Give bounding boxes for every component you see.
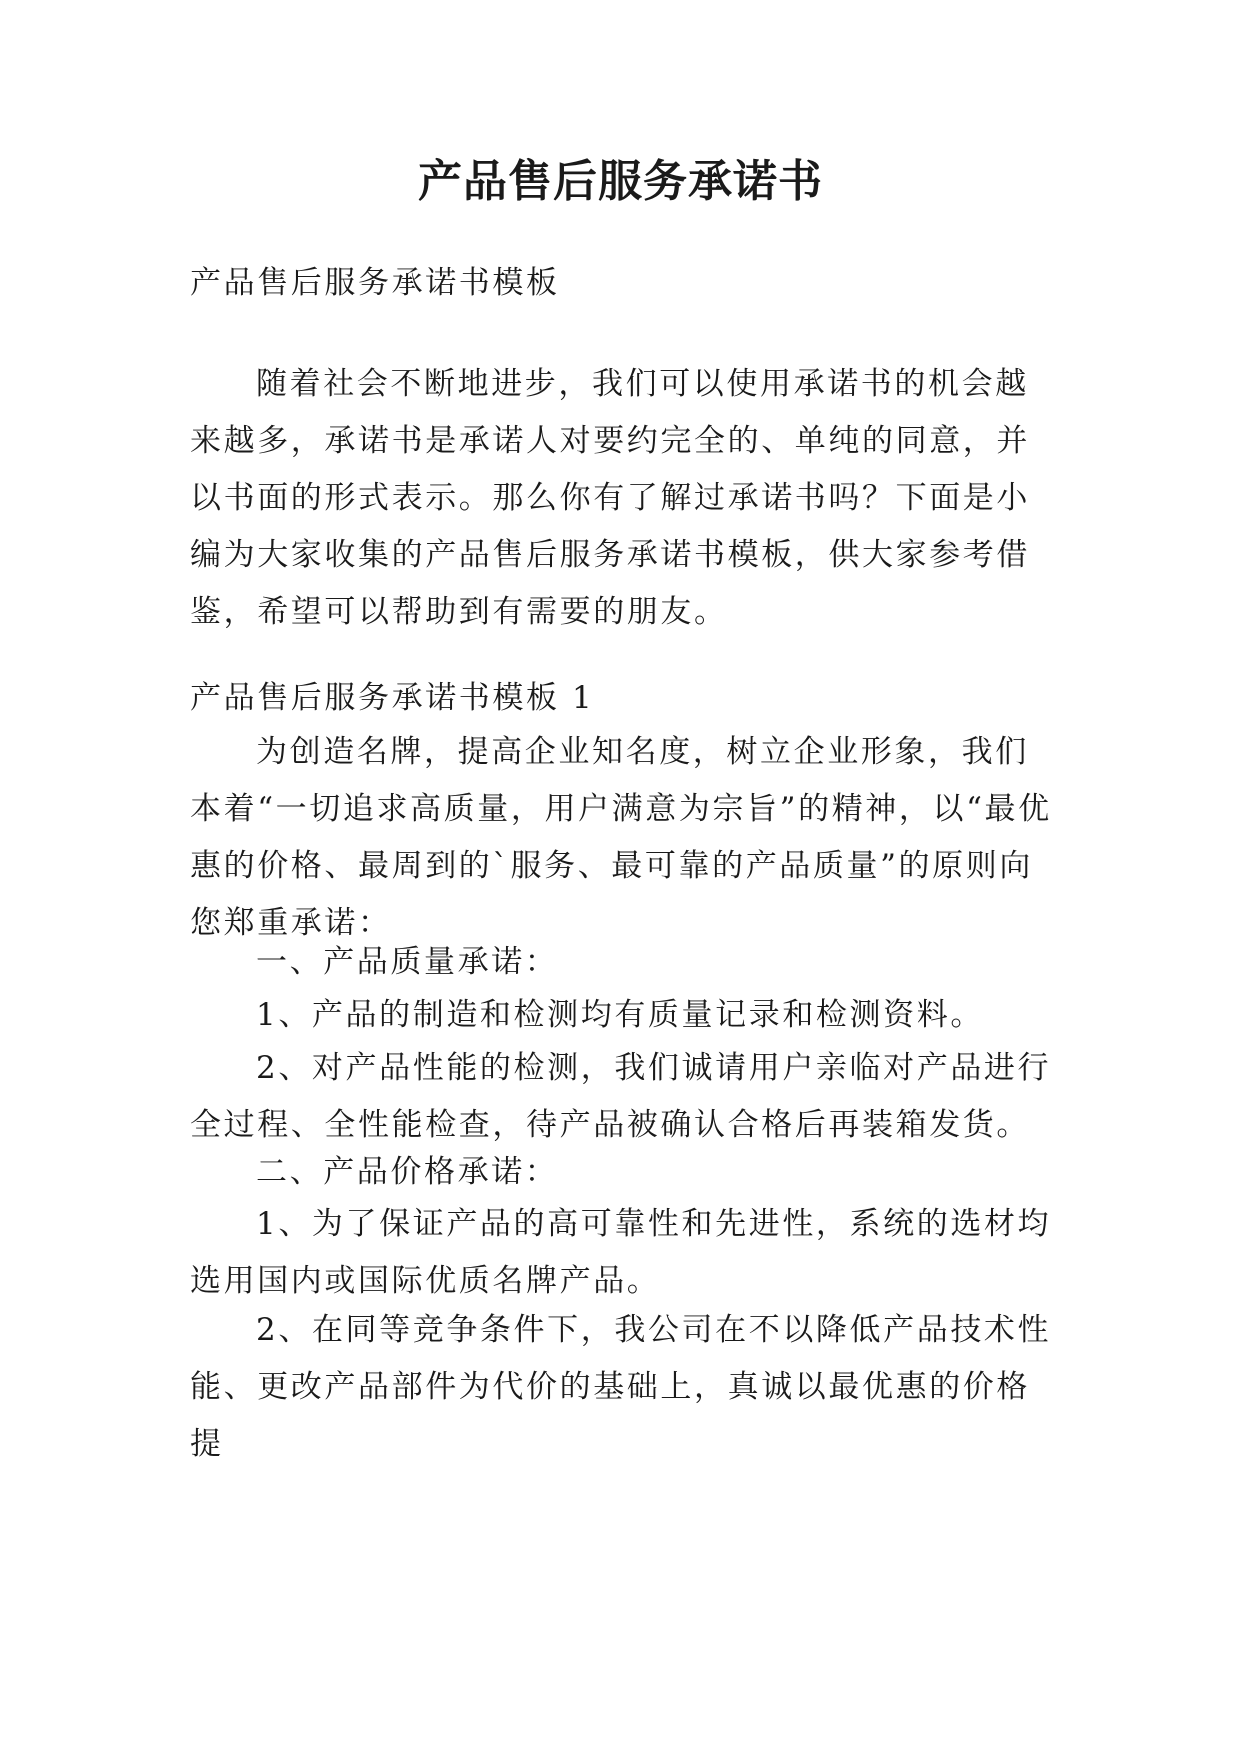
section-heading: 产品售后服务承诺书模板 1 xyxy=(190,680,595,716)
document-subtitle: 产品售后服务承诺书模板 xyxy=(190,265,560,301)
quality-item-2: 2、对产品性能的检测，我们诚请用户亲临对产品进行全过程、全性能检查，待产品被确认合格后再装箱发货。 xyxy=(190,1050,1052,1143)
price-heading: 二、产品价格承诺： xyxy=(256,1154,559,1190)
price-item-2: 2、在同等竞争条件下，我公司在不以降低产品技术性能、更改产品部件为代价的基础上，真诚以最优惠的价格提 xyxy=(190,1312,1052,1462)
intro-paragraph: 随着社会不断地进步，我们可以使用承诺书的机会越来越多，承诺书是承诺人对要约完全的、单纯的同意，并以书面的形式表示。那么你有了解过承诺书吗？下面是小编为大家收集的产品售后服务承诺书模板，供大家参考借鉴，希望可以帮助到有需要的朋友。 xyxy=(190,366,1030,630)
document-title: 产品售后服务承诺书 xyxy=(418,156,823,207)
quality-item-1: 1、产品的制造和检测均有质量记录和检测资料。 xyxy=(256,997,984,1033)
price-item-1: 1、为了保证产品的高可靠性和先进性，系统的选材均选用国内或国际优质名牌产品。 xyxy=(190,1206,1052,1299)
section-opening-paragraph: 为创造名牌，提高企业知名度，树立企业形象，我们本着“一切追求高质量，用户满意为宗旨”的精神，以“最优惠的价格、最周到的`服务、最可靠的产品质量”的原则向您郑重承诺： xyxy=(190,734,1052,941)
quality-heading: 一、产品质量承诺： xyxy=(256,944,559,980)
